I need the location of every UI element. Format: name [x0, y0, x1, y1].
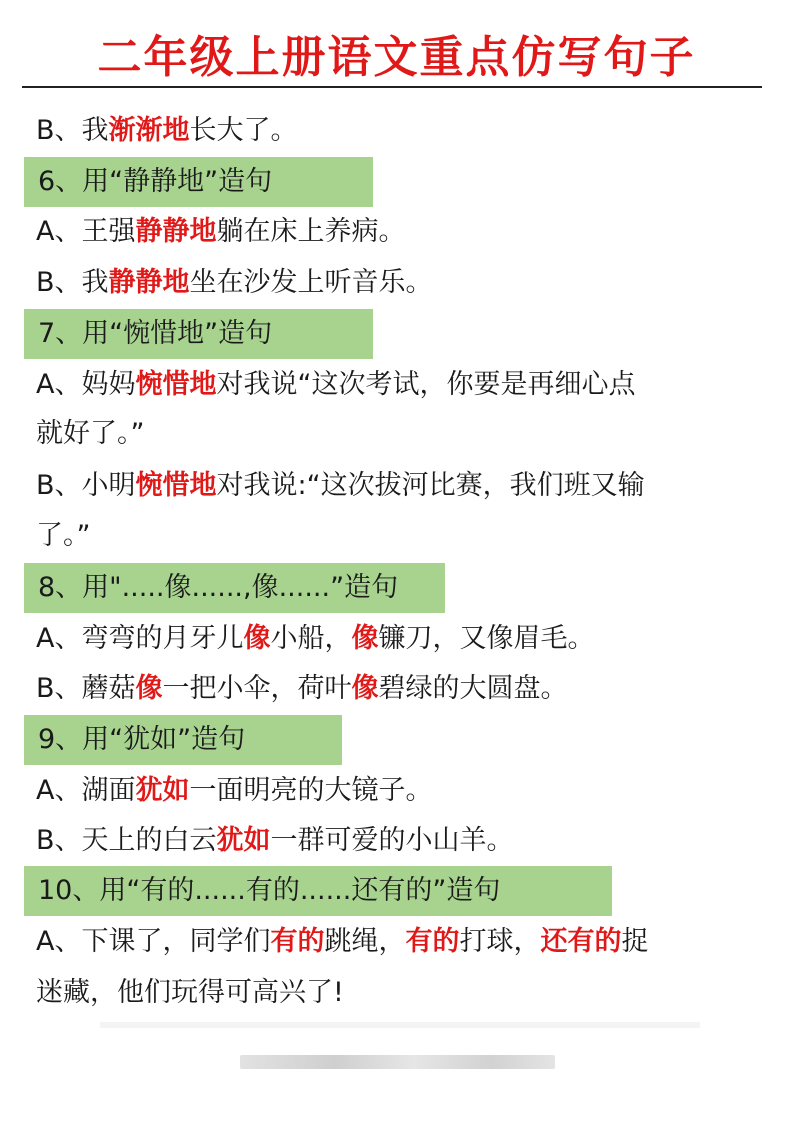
sentence-8a	[36, 620, 594, 658]
sentence-text: 一群可爱的小山羊。	[270, 825, 514, 856]
keyword: 静静地	[108, 267, 190, 298]
sentence-text: 打球，	[459, 926, 541, 957]
keyword: 犹如	[216, 825, 271, 856]
sentence-5b	[36, 112, 298, 150]
sentence-7a-cont: 就好了。”	[36, 418, 145, 449]
section-heading-8	[24, 563, 445, 613]
keyword: 像	[351, 623, 379, 654]
section-heading-6	[24, 157, 373, 207]
sentence-text: 对我说“这次考试，你要是再细心点	[216, 369, 636, 400]
sentence-text: A、下课了，同学们	[36, 926, 271, 957]
sentence-9a	[36, 772, 432, 810]
sentence-7b	[36, 467, 645, 505]
keyword: 还有的	[540, 926, 622, 957]
title-divider	[22, 86, 762, 88]
keyword: 像	[351, 673, 379, 704]
page-title: 二年级上册语文重点仿写句子	[97, 32, 696, 83]
keyword: 犹如	[135, 775, 190, 806]
section-heading-text: 9、用“犹如”造句	[38, 724, 246, 755]
sentence-text: 碧绿的大圆盘。	[378, 673, 568, 704]
sentence-8b	[36, 670, 568, 708]
sentence-text: B、小明	[36, 470, 136, 501]
sentence-text: 一把小伞，荷叶	[162, 673, 352, 704]
keyword: 像	[135, 673, 163, 704]
section-heading-text: 10、用“有的......有的......还有的”造句	[38, 875, 501, 906]
section-heading-9	[24, 715, 342, 765]
sentence-6a	[36, 213, 405, 251]
sentence-6b	[36, 264, 433, 302]
sentence-text: 小船，	[270, 623, 352, 654]
section-heading-10	[24, 866, 612, 916]
blurred-watermark	[240, 1055, 555, 1069]
keyword: 像	[243, 623, 271, 654]
keyword: 有的	[405, 926, 460, 957]
keyword: 有的	[270, 926, 325, 957]
sentence-text: A、湖面	[36, 775, 136, 806]
sentence-text: 躺在床上养病。	[216, 216, 406, 247]
keyword: 惋惜地	[135, 470, 217, 501]
sentence-text: 捉	[621, 926, 649, 957]
sentence-7a	[36, 366, 635, 404]
sentence-text: 镰刀，又像眉毛。	[378, 623, 595, 654]
keyword: 惋惜地	[135, 369, 217, 400]
sentence-text: 跳绳，	[324, 926, 406, 957]
sentence-text: 坐在沙发上听音乐。	[189, 267, 433, 298]
sentence-text: B、我	[36, 115, 109, 146]
sentence-text: B、蘑菇	[36, 673, 136, 704]
section-heading-text: 6、用“静静地”造句	[38, 166, 273, 197]
sentence-10a-cont: 迷藏，他们玩得可高兴了!	[36, 977, 344, 1008]
sentence-7b-cont: 了。”	[36, 520, 91, 551]
keyword: 渐渐地	[108, 115, 190, 146]
keyword: 静静地	[135, 216, 217, 247]
section-heading-7	[24, 309, 373, 359]
sentence-text: A、弯弯的月牙儿	[36, 623, 244, 654]
sentence-10a	[36, 923, 648, 961]
blurred-footer-line	[100, 1022, 700, 1028]
sentence-text: B、我	[36, 267, 109, 298]
sentence-text: 长大了。	[189, 115, 298, 146]
sentence-9b	[36, 822, 514, 860]
sentence-text: 一面明亮的大镜子。	[189, 775, 433, 806]
sentence-text: B、天上的白云	[36, 825, 217, 856]
sentence-text: 对我说:“这次拔河比赛，我们班又输	[216, 470, 645, 501]
sentence-text: A、妈妈	[36, 369, 136, 400]
section-heading-text: 7、用“惋惜地”造句	[38, 318, 273, 349]
section-heading-text: 8、用".....像......,像......”造句	[38, 572, 399, 603]
sentence-text: A、王强	[36, 216, 136, 247]
